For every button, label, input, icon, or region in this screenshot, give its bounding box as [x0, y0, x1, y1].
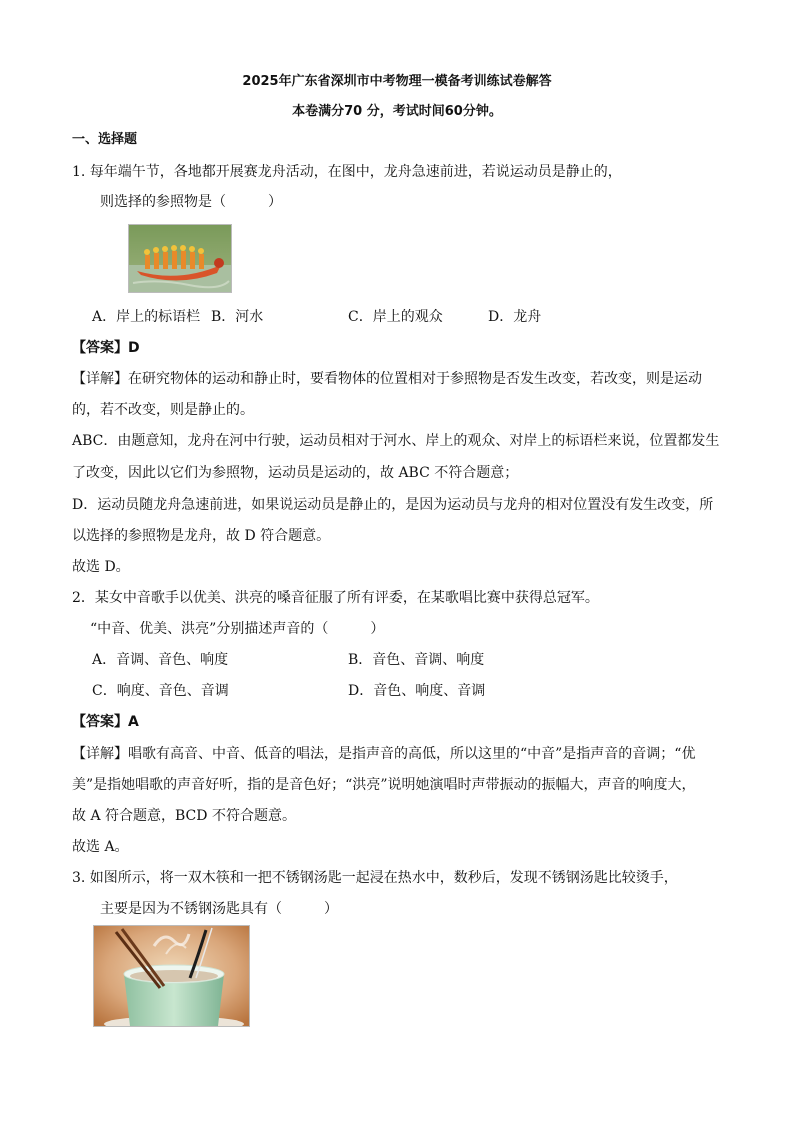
page-title: 2025年广东省深圳市中考物理一模备考训练试卷解答: [242, 74, 552, 89]
q1-detail-line-3: ABC．由题意知，龙舟在河中行驶，运动员相对于河水、岸上的观众、对岸上的标语栏来说，位置都发生: [72, 433, 720, 449]
q1-option-c: C．岸上的观众: [348, 309, 443, 325]
q2-answer: 【答案】A: [72, 714, 139, 730]
q2-detail-line-2: 美”是指她唱歌的声音好听，指的是音色好；“洪亮”说明她演唱时声带振动的振幅大，声音的响度大，: [72, 777, 696, 793]
q1-answer: 【答案】D: [72, 340, 140, 356]
cup-with-chopsticks-and-spoon-image: [93, 925, 250, 1027]
q2-option-a: A．音调、音色、响度: [92, 652, 229, 668]
q1-detail-line-2: 的，若不改变，则是静止的。: [72, 402, 254, 418]
q1-detail-line-1: 【详解】在研究物体的运动和静止时，要看物体的位置相对于参照物是否发生改变，若改变，则是运动: [72, 371, 702, 387]
q3-stem-line-1: 3. 如图所示，将一双木筷和一把不锈钢汤匙一起浸在热水中，数秒后，发现不锈钢汤匙比较烫手，: [72, 870, 678, 886]
q1-conclusion: 故选 D。: [72, 559, 130, 575]
q1-option-b: B．河水: [211, 309, 264, 325]
q2-conclusion: 故选 A。: [72, 839, 129, 855]
q2-detail-line-3: 故 A 符合题意，BCD 不符合题意。: [72, 808, 296, 824]
q2-option-c: C．响度、音色、音调: [92, 683, 229, 699]
q1-detail-line-5: D．运动员随龙舟急速前进，如果说运动员是静止的，是因为运动员与龙舟的相对位置没有发生改变，所: [72, 497, 714, 513]
section-heading: 一、选择题: [72, 132, 138, 147]
q1-option-a: A．岸上的标语栏: [92, 309, 201, 325]
q1-option-d: D．龙舟: [488, 309, 542, 325]
q2-option-d: D．音色、响度、音调: [348, 683, 486, 699]
q1-stem-line-2: 则选择的参照物是（ ）: [100, 194, 282, 210]
q2-stem-line-2: “中音、优美、洪亮”分别描述声音的（ ）: [90, 621, 385, 637]
q1-detail-line-6: 以选择的参照物是龙舟，故 D 符合题意。: [72, 528, 331, 544]
dragon-boat-image: [128, 224, 232, 293]
q1-stem-line-1: 1. 每年端午节，各地都开展赛龙舟活动，在图中，龙舟急速前进，若说运动员是静止的，: [72, 164, 622, 180]
page-subtitle: 本卷满分70 分，考试时间60分钟。: [292, 104, 502, 119]
q2-detail-line-1: 【详解】唱歌有高音、中音、低音的唱法，是指声音的高低，所以这里的“中音”是指声音的音调；“优: [72, 746, 696, 762]
q1-detail-line-4: 了改变，因此以它们为参照物，运动员是运动的，故 ABC 不符合题意；: [72, 465, 519, 481]
q2-stem-line-1: 2．某女中音歌手以优美、洪亮的嗓音征服了所有评委，在某歌唱比赛中获得总冠军。: [72, 590, 599, 606]
q3-stem-line-2: 主要是因为不锈钢汤匙具有（ ）: [100, 901, 338, 917]
q2-option-b: B．音色、音调、响度: [348, 652, 485, 668]
